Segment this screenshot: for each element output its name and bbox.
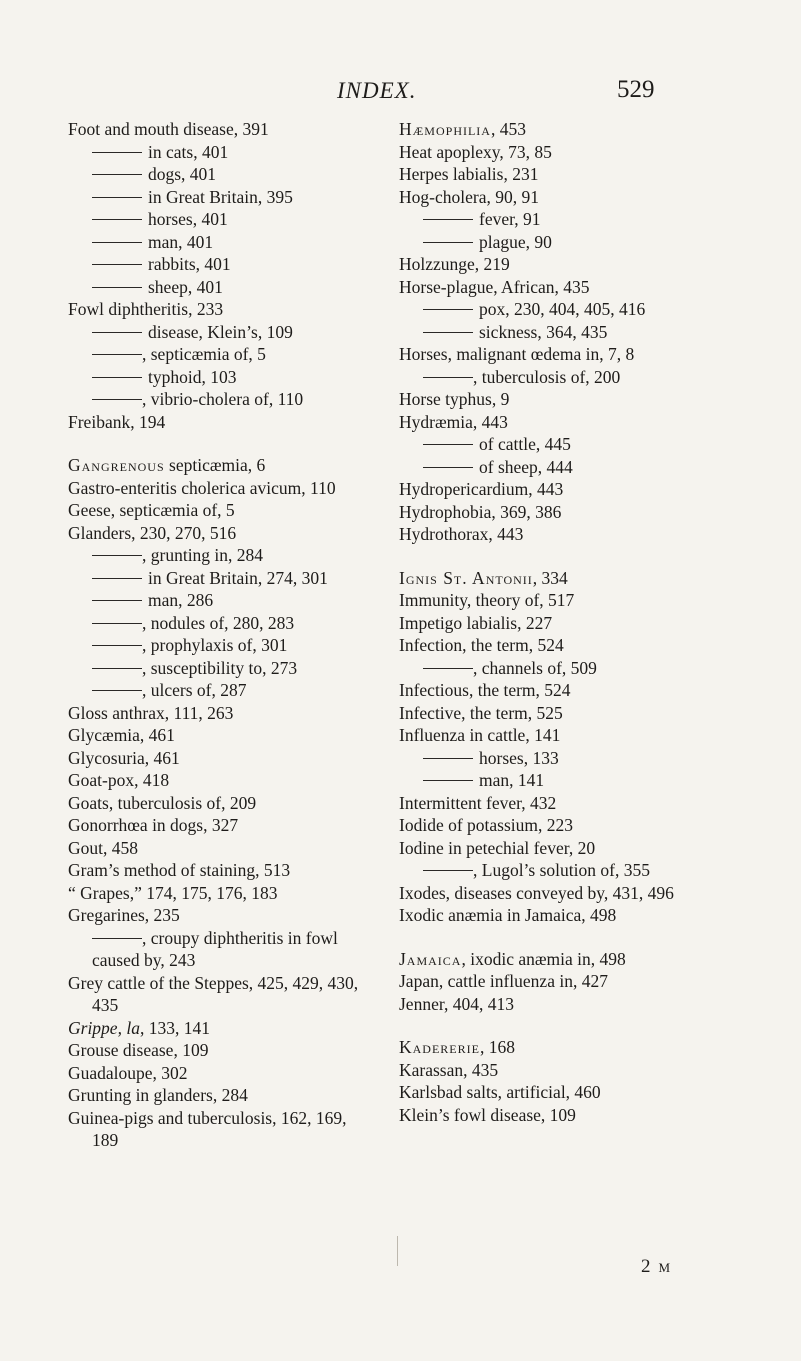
index-entry (68, 972, 368, 1017)
entry-text: Iodine in petechial fever, 20 (399, 837, 596, 858)
ditto-dash (92, 332, 142, 333)
ditto-dash (423, 668, 473, 669)
ditto-dash (92, 219, 142, 220)
index-subentry (399, 859, 719, 882)
index-entry (399, 567, 719, 590)
entry-text: Gregarines, 235 (68, 905, 180, 925)
entry-text: Infective, the term, 525 (399, 702, 563, 723)
signature-letter: M (658, 1260, 671, 1275)
index-column-right (399, 118, 719, 1126)
index-subentry (68, 186, 368, 209)
ditto-dash (92, 578, 142, 579)
entry-text: , 133, 141 (139, 1017, 210, 1038)
ditto-dash (92, 287, 142, 288)
entry-headword: Hæmophilia (399, 119, 491, 139)
index-entry (399, 634, 719, 657)
entry-text: Hydrophobia, 369, 386 (399, 501, 562, 522)
index-entry (399, 948, 719, 971)
ditto-dash (92, 197, 142, 198)
index-entry (68, 702, 368, 725)
ditto-dash (423, 219, 473, 220)
entry-text: Holzzunge, 219 (399, 254, 510, 274)
entry-text: Gastro-enteritis cholerica avicum, 110 (68, 477, 336, 498)
ditto-dash (92, 174, 142, 175)
entry-text: Influenza in cattle, 141 (399, 725, 561, 745)
entry-text: pox, 230, 404, 405, 416 (479, 299, 646, 319)
index-entry (68, 904, 368, 927)
entry-text: Grunting in glanders, 284 (68, 1085, 248, 1105)
index-entry (399, 343, 719, 366)
entry-text: , ulcers of, 287 (142, 680, 247, 700)
index-subentry (399, 657, 719, 680)
index-entry (68, 1062, 368, 1085)
entry-text: Klein’s fowl disease, 109 (399, 1104, 576, 1125)
index-entry (68, 1107, 368, 1152)
entry-text: of cattle, 445 (479, 434, 571, 454)
index-subentry (399, 769, 719, 792)
entry-text: in cats, 401 (148, 141, 229, 162)
index-entry (68, 477, 368, 500)
index-entry (68, 454, 368, 477)
entry-text: Gloss anthrax, 111, 263 (68, 702, 234, 723)
entry-text: Glanders, 230, 270, 516 (68, 522, 237, 543)
index-entry (68, 814, 368, 837)
entry-text: , 168 (479, 1037, 515, 1057)
entry-text: Grey cattle of the Steppes, 425, 429, 430, 435 (68, 972, 359, 1015)
index-entry (399, 589, 719, 612)
index-subentry (399, 321, 719, 344)
entry-text: , channels of, 509 (473, 657, 597, 678)
page-header (0, 78, 801, 106)
index-subentry (68, 163, 368, 186)
entry-text: Glycosuria, 461 (68, 747, 180, 768)
index-subentry (399, 433, 719, 456)
entry-text: in Great Britain, 395 (148, 186, 293, 207)
ditto-dash (92, 668, 142, 669)
index-subentry (68, 141, 368, 164)
entry-text: man, 141 (479, 770, 545, 790)
index-entry (399, 882, 719, 905)
entry-text: fever, 91 (479, 209, 541, 229)
ditto-dash (92, 242, 142, 243)
entry-headword: Ignis St. Antonii (399, 567, 533, 588)
index-entry (68, 499, 368, 522)
entry-text: dogs, 401 (148, 164, 217, 184)
index-subentry (68, 231, 368, 254)
ditto-dash (423, 242, 473, 243)
index-subentry (68, 589, 368, 612)
entry-headword: Jamaica (399, 948, 462, 969)
index-entry (399, 904, 719, 927)
entry-text: Grouse disease, 109 (68, 1040, 209, 1060)
index-entry (399, 702, 719, 725)
entry-text: Glycæmia, 461 (68, 725, 175, 745)
index-entry (399, 1059, 719, 1082)
index-entry (68, 118, 368, 141)
letter-group-gap (399, 927, 719, 948)
index-subentry (68, 253, 368, 276)
signature-mark (641, 1256, 670, 1278)
entry-text: , prophylaxis of, 301 (142, 635, 288, 655)
entry-text: Goats, tuberculosis of, 209 (68, 792, 257, 813)
entry-text: Guadaloupe, 302 (68, 1062, 188, 1083)
entry-text: Hydropericardium, 443 (399, 479, 564, 499)
entry-text: Guinea-pigs and tuberculosis, 162, 169, 189 (68, 1107, 347, 1150)
ditto-dash (92, 555, 142, 556)
index-subentry (68, 343, 368, 366)
entry-text: , Lugol’s solution of, 355 (473, 860, 650, 880)
entry-text: Freibank, 194 (68, 411, 166, 432)
entry-text: Horses, malignant œdema in, 7, 8 (399, 344, 635, 364)
ditto-dash (92, 645, 142, 646)
ditto-dash (92, 354, 142, 355)
index-subentry (399, 208, 719, 231)
entry-text: typhoid, 103 (148, 366, 237, 387)
index-entry (399, 276, 719, 299)
index-entry (68, 724, 368, 747)
entry-text: Infectious, the term, 524 (399, 680, 571, 700)
ditto-dash (92, 152, 142, 153)
entry-text: Hydrothorax, 443 (399, 524, 524, 544)
entry-text: , susceptibility to, 273 (142, 657, 298, 678)
entry-text: , nodules of, 280, 283 (142, 612, 295, 633)
index-subentry (68, 208, 368, 231)
index-subentry (399, 456, 719, 479)
ditto-dash (92, 938, 142, 939)
entry-text: , 334 (532, 567, 568, 588)
entry-text: sickness, 364, 435 (479, 321, 608, 342)
index-subentry (68, 657, 368, 680)
entry-text: , croupy diphtheritis in fowl caused by, 243 (92, 927, 338, 970)
index-subentry (399, 298, 719, 321)
ditto-dash (423, 780, 473, 781)
signature-number: 2 (641, 1256, 653, 1277)
index-entry (68, 1084, 368, 1107)
index-entry (399, 478, 719, 501)
ditto-dash (423, 444, 473, 445)
index-entry (68, 882, 368, 905)
index-entry (399, 993, 719, 1016)
index-subentry (68, 927, 368, 972)
index-subentry (68, 612, 368, 635)
ditto-dash (423, 332, 473, 333)
entry-text: Ixodic anæmia in Jamaica, 498 (399, 905, 617, 925)
entry-text: , vibrio-cholera of, 110 (142, 389, 304, 409)
ditto-dash (92, 690, 142, 691)
letter-group-gap (68, 433, 368, 454)
entry-text: Immunity, theory of, 517 (399, 590, 575, 610)
index-subentry (68, 276, 368, 299)
ditto-dash (423, 377, 473, 378)
entry-text: Horse-plague, African, 435 (399, 276, 590, 297)
index-entry (399, 141, 719, 164)
index-entry (68, 411, 368, 434)
index-subentry (68, 321, 368, 344)
index-entry (68, 792, 368, 815)
ditto-dash (92, 264, 142, 265)
entry-text: Gram’s method of staining, 513 (68, 860, 291, 880)
index-entry (399, 253, 719, 276)
entry-text: horses, 401 (148, 209, 228, 229)
ditto-dash (423, 467, 473, 468)
index-entry (68, 1039, 368, 1062)
index-entry (68, 522, 368, 545)
index-entry (399, 612, 719, 635)
entry-text: Gonorrhœa in dogs, 327 (68, 815, 239, 835)
entry-text: in Great Britain, 274, 301 (148, 567, 328, 588)
index-entry (399, 970, 719, 993)
index-subentry (399, 231, 719, 254)
index-subentry (399, 366, 719, 389)
index-entry (399, 411, 719, 434)
index-entry (399, 501, 719, 524)
entry-text: Herpes labialis, 231 (399, 164, 539, 184)
entry-text: Gout, 458 (68, 837, 138, 858)
index-subentry (68, 388, 368, 411)
index-entry (68, 837, 368, 860)
ditto-dash (92, 600, 142, 601)
entry-text: , tuberculosis of, 200 (473, 366, 621, 387)
entry-text: rabbits, 401 (148, 254, 231, 274)
entry-headword-italic: Grippe, la (68, 1017, 140, 1038)
entry-text: , ixodic anæmia in, 498 (461, 948, 626, 969)
ditto-dash (423, 870, 473, 871)
ditto-dash (423, 309, 473, 310)
index-entry (399, 1104, 719, 1127)
index-entry (399, 792, 719, 815)
running-head: INDEX. (337, 78, 417, 103)
entry-text: Hydræmia, 443 (399, 411, 508, 432)
index-entry (399, 837, 719, 860)
index-subentry (68, 634, 368, 657)
entry-text: horses, 133 (479, 747, 559, 768)
index-entry (399, 1081, 719, 1104)
column-rule-fragment (397, 1236, 398, 1266)
page-number: 529 (617, 76, 655, 103)
index-entry (399, 388, 719, 411)
index-entry (399, 679, 719, 702)
index-entry (68, 859, 368, 882)
letter-group-gap (399, 1015, 719, 1036)
index-entry (68, 769, 368, 792)
entry-text: Hog-cholera, 90, 91 (399, 186, 539, 207)
entry-text: man, 401 (148, 231, 214, 252)
index-subentry (68, 544, 368, 567)
index-subentry (68, 567, 368, 590)
entry-text: septicæmia, 6 (164, 455, 266, 475)
index-entry (68, 298, 368, 321)
index-entry (399, 523, 719, 546)
entry-text: Iodide of potassium, 223 (399, 815, 574, 835)
index-entry (68, 1017, 368, 1040)
entry-text: , grunting in, 284 (142, 545, 264, 565)
entry-text: Fowl diphtheritis, 233 (68, 299, 224, 319)
ditto-dash (92, 623, 142, 624)
entry-text: man, 286 (148, 590, 214, 610)
index-subentry (68, 679, 368, 702)
index-column-left (68, 118, 368, 1152)
letter-group-gap (399, 546, 719, 567)
entry-text: Goat-pox, 418 (68, 770, 170, 790)
ditto-dash (92, 399, 142, 400)
entry-text: Geese, septicæmia of, 5 (68, 500, 235, 520)
entry-text: Heat apoplexy, 73, 85 (399, 141, 552, 162)
entry-headword: Gangrenous (68, 455, 165, 475)
entry-text: Karlsbad salts, artificial, 460 (399, 1082, 601, 1102)
index-subentry (68, 366, 368, 389)
entry-text: Impetigo labialis, 227 (399, 612, 553, 633)
entry-text: sheep, 401 (148, 276, 223, 297)
entry-text: , 453 (490, 119, 526, 139)
index-entry (399, 724, 719, 747)
entry-text: , septicæmia of, 5 (142, 344, 266, 364)
entry-text: Infection, the term, 524 (399, 635, 564, 655)
entry-text: Jenner, 404, 413 (399, 993, 514, 1014)
entry-text: Horse typhus, 9 (399, 389, 510, 409)
entry-text: disease, Klein’s, 109 (148, 321, 293, 342)
entry-headword: Kadererie (399, 1037, 480, 1057)
entry-text: Ixodes, diseases conveyed by, 431, 496 (399, 882, 674, 903)
entry-text: Karassan, 435 (399, 1059, 499, 1080)
index-entry (399, 118, 719, 141)
entry-text: “ Grapes,” 174, 175, 176, 183 (68, 882, 278, 903)
index-entry (399, 186, 719, 209)
entry-text: Foot and mouth disease, 391 (68, 119, 269, 139)
ditto-dash (423, 758, 473, 759)
index-entry (399, 163, 719, 186)
entry-text: of sheep, 444 (479, 456, 573, 477)
entry-text: plague, 90 (479, 231, 552, 252)
ditto-dash (92, 377, 142, 378)
index-entry (399, 814, 719, 837)
index-entry (399, 1036, 719, 1059)
index-entry (68, 747, 368, 770)
entry-text: Japan, cattle influenza in, 427 (399, 971, 608, 991)
index-subentry (399, 747, 719, 770)
entry-text: Intermittent fever, 432 (399, 792, 557, 813)
